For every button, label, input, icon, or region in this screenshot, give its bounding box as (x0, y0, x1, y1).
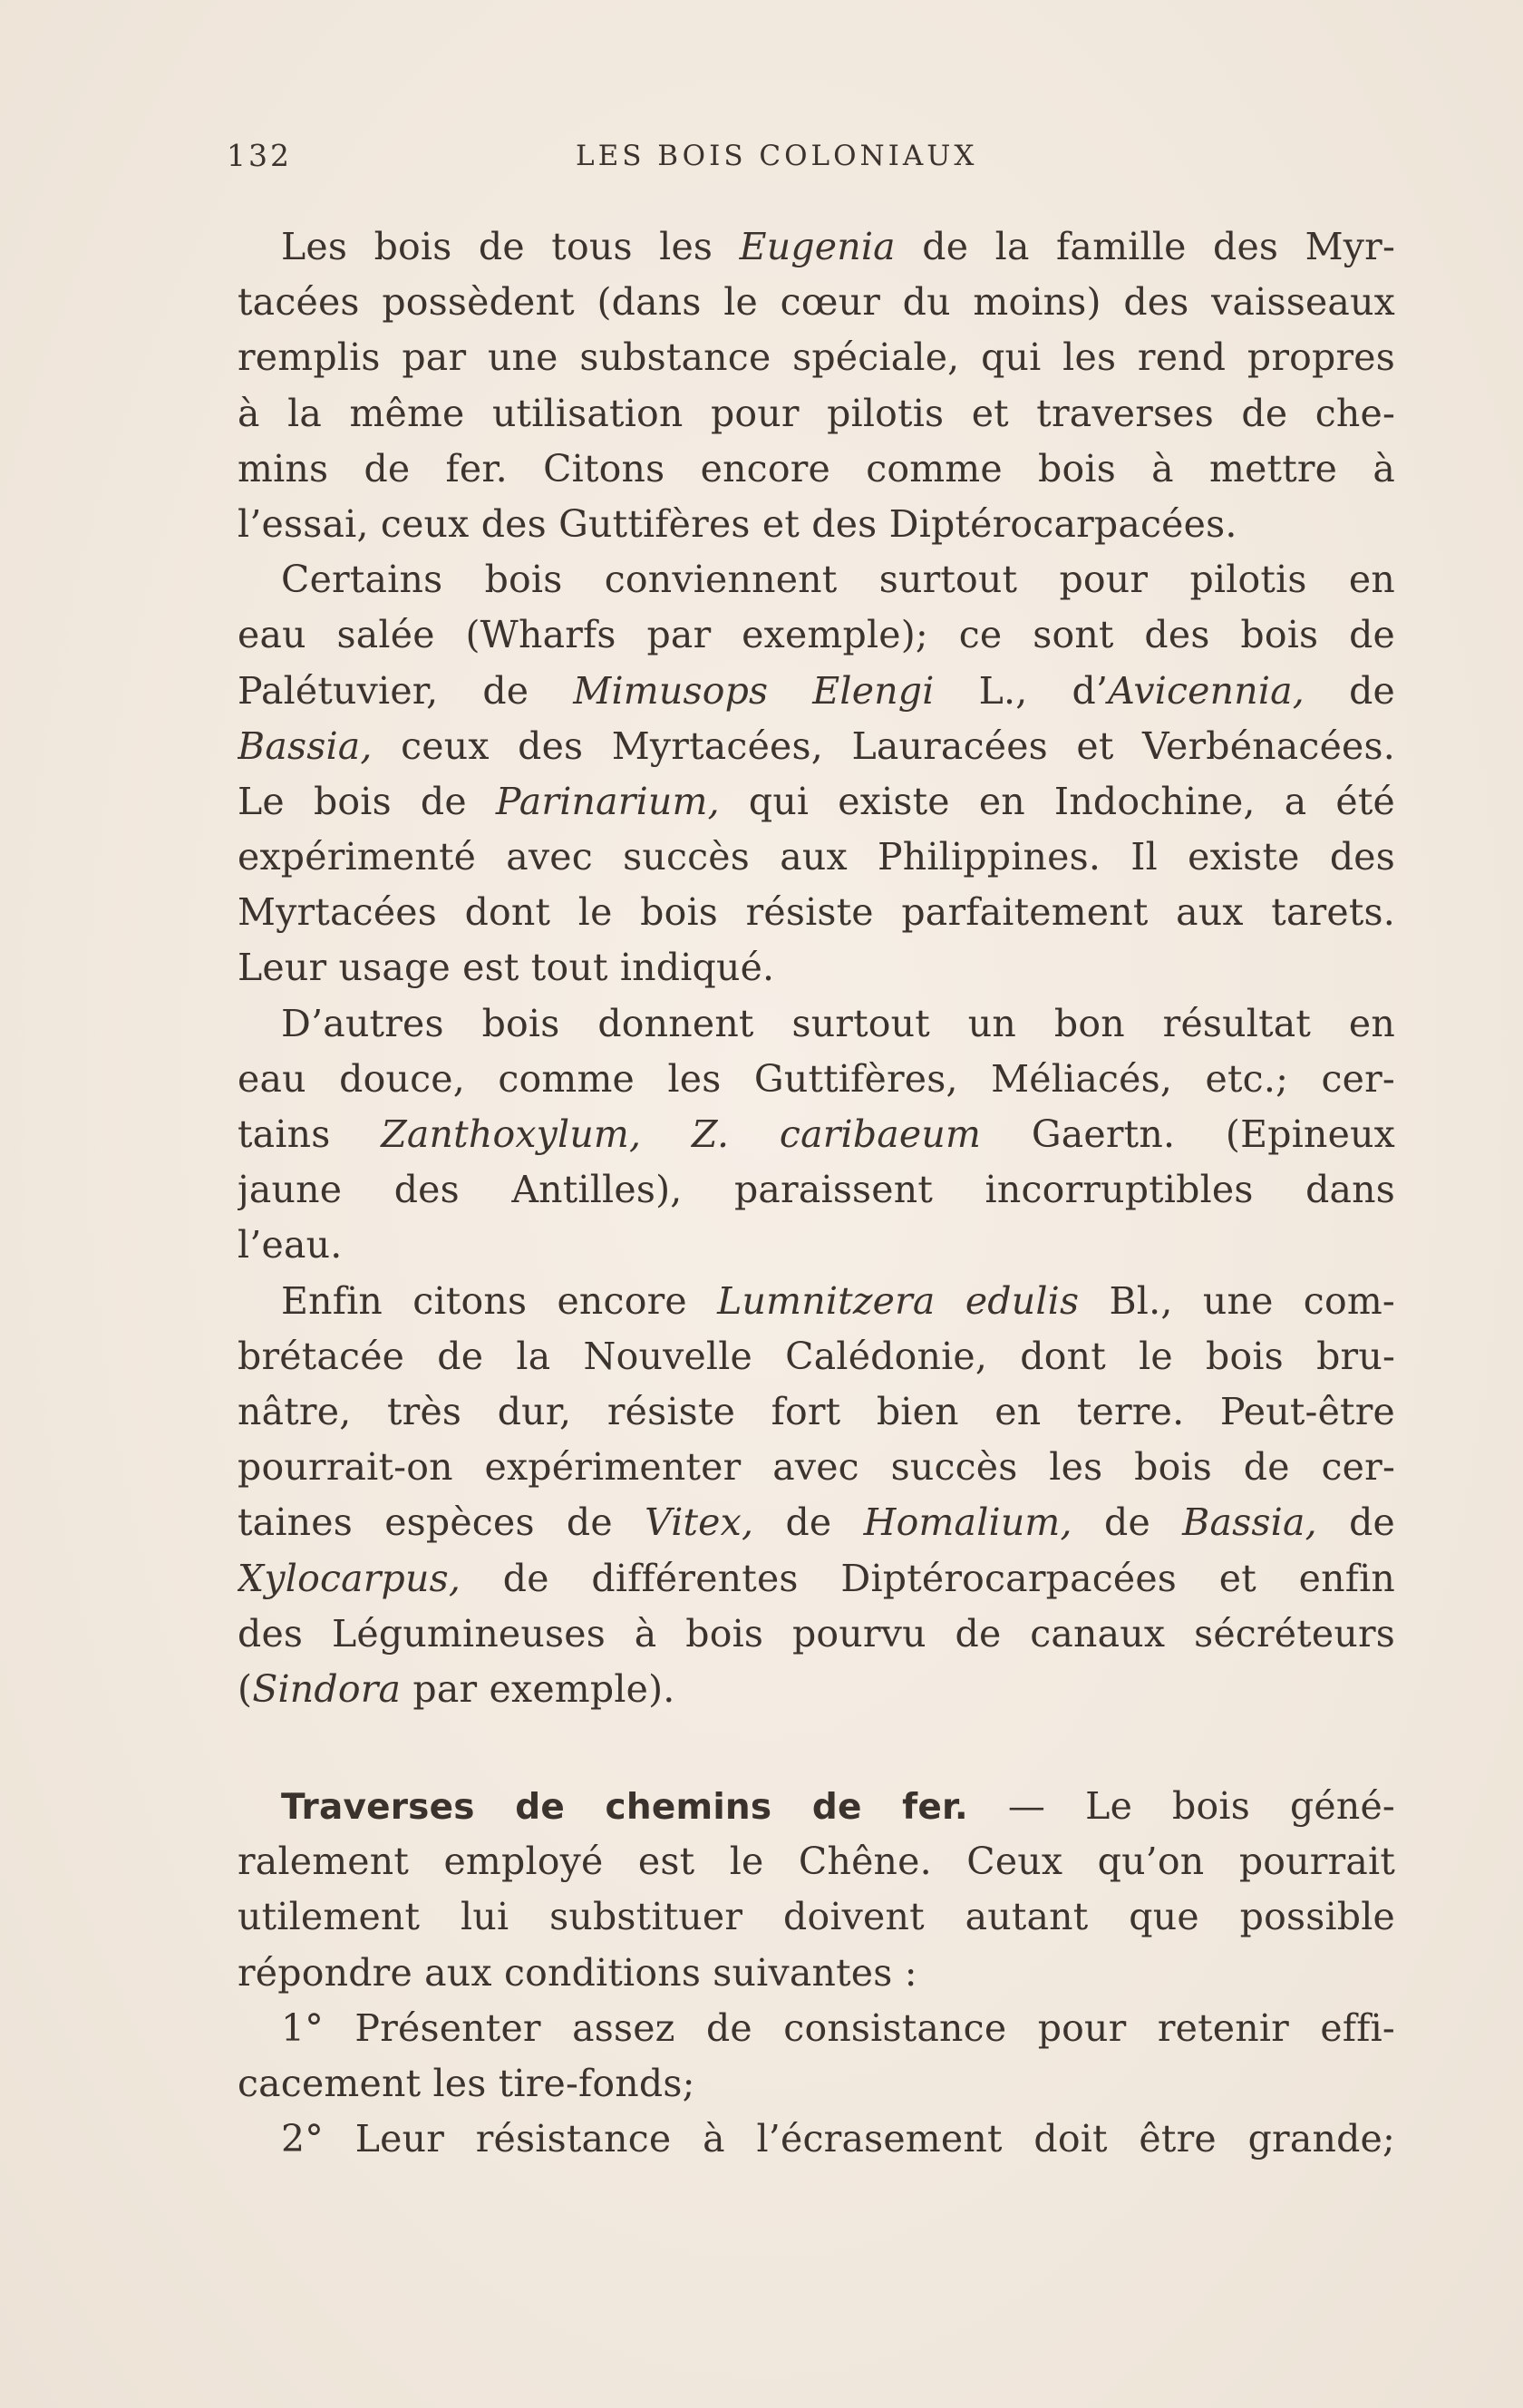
text-line: à la même utilisation pour pilotis et traverses de che- (238, 391, 1395, 435)
list-item: 2° Leur résistance à l’écrasement doit être grande; (281, 2117, 1395, 2161)
text-line: taines espèces de Vitex, de Homalium, de Bassia, de (238, 1500, 1395, 1545)
running-head (227, 138, 1314, 192)
text-line: cacement les tire-fonds; (238, 2062, 695, 2105)
text-line: Myrtacées dont le bois résiste parfaitement aux tarets. (238, 890, 1395, 935)
text-line: l’essai, ceux des Guttifères et des Diptérocarpacées. (238, 501, 1237, 546)
text-line: l’eau. (238, 1223, 343, 1267)
text-line: pourrait-on expérimenter avec succès les bois de cer- (238, 1445, 1395, 1490)
running-title: LES BOIS COLONIAUX (576, 140, 978, 172)
text-line: ralement employé est le Chêne. Ceux qu’on pourrait (238, 1840, 1395, 1884)
text-line: Palétuvier, de Mimusops Elengi L., d’Avicennia, de (238, 668, 1395, 713)
list-item: 1° Présenter assez de consistance pour retenir effi- (281, 2005, 1395, 2050)
text-line: eau salée (Wharfs par exemple); ce sont des bois de (238, 613, 1395, 657)
text-line: eau douce, comme les Guttifères, Méliacés, etc.; cer- (238, 1056, 1395, 1101)
text-line: Leur usage est tout indiqué. (238, 946, 775, 990)
page-number: 132 (227, 138, 292, 173)
text-line: brétacée de la Nouvelle Calédonie, dont le bois bru- (238, 1334, 1395, 1378)
text-line: mins de fer. Citons encore comme bois à mettre à (238, 446, 1395, 490)
text-line: répondre aux conditions suivantes : (238, 1950, 917, 1995)
text-line: Certains bois conviennent surtout pour pilotis en (281, 558, 1395, 602)
text-line: Enfin citons encore Lumnitzera edulis Bl., une com- (281, 1278, 1395, 1323)
section-heading-line: Traverses de chemins de fer. — Le bois géné- (281, 1784, 1395, 1829)
text-line: expérimenté avec succès aux Philippines. Il existe des (238, 835, 1395, 879)
text-line: Le bois de Parinarium, qui existe en Indochine, a été (238, 779, 1395, 823)
section-heading: Traverses de chemins de fer. (281, 1787, 968, 1829)
text-line: remplis par une substance spéciale, qui les rend propres (238, 335, 1395, 380)
body-text (238, 219, 1395, 2167)
text-line: Les bois de tous les Eugenia de la famille des Myr- (281, 225, 1395, 268)
text-line: Bassia, ceux des Myrtacées, Lauracées et Verbénacées. (238, 723, 1395, 768)
text-line: Xylocarpus, de différentes Diptérocarpacées et enfin (238, 1556, 1395, 1600)
text-line: tains Zanthoxylum, Z. caribaeum Gaertn. (Epineux (238, 1112, 1395, 1156)
section-gap (238, 1717, 1395, 1779)
text-line: (Sindora par exemple). (238, 1666, 675, 1711)
text-line: nâtre, très dur, résiste fort bien en terre. Peut-être (238, 1389, 1395, 1433)
text-line: jaune des Antilles), paraissent incorruptibles dans (238, 1168, 1395, 1212)
text-line: D’autres bois donnent surtout un bon résultat en (281, 1001, 1395, 1045)
text-line: utilement lui substituer doivent autant que possible (238, 1895, 1395, 1939)
text-line: tacées possèdent (dans le cœur du moins) des vaisseaux (238, 280, 1395, 325)
text-line: des Légumineuses à bois pourvu de canaux sécréteurs (238, 1611, 1395, 1656)
